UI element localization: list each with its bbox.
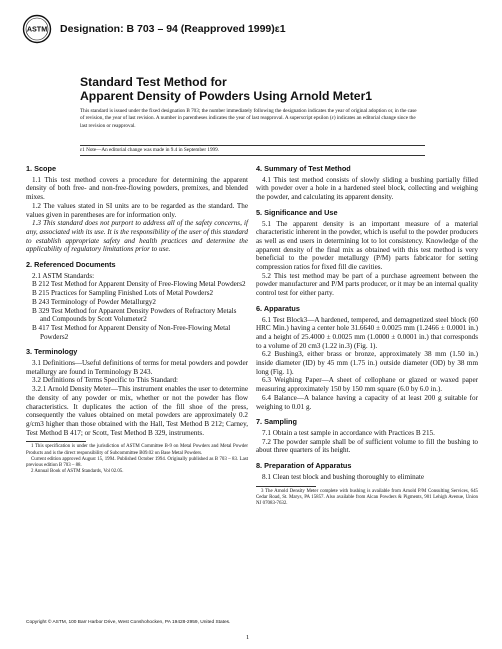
paragraph: 1.1 This test method covers a procedure for determining the apparent density of both free- and non-free-flowing powders, premixes, and blended mixes. bbox=[26, 175, 248, 202]
reference-item: B 212 Test Method for Apparent Density of Free-Flowing Metal Powders2 bbox=[32, 280, 246, 289]
paragraph: 6.1 Test Block3—A hardened, tempered, and demagnetized steel block (60 HRC Min.) having a center hole 31.6640 ± 0.0025 mm (1.2466 ± 0.0001 in.) and a height of 25.4000 ± 0.0025 mm (1.0000 ± 0.0001 in.) that corresponds to a volume of 20 cm3 (1.22 in.3) (Fig. 1). bbox=[256, 315, 478, 350]
paragraph: 6.4 Balance—A balance having a capacity of at least 200 g suitable for weighing to 0.01 g. bbox=[256, 393, 478, 411]
section-heading: 4. Summary of Test Method bbox=[256, 164, 351, 173]
footnote: 2 Annual Book of ASTM Standards, Vol 02.05. bbox=[31, 469, 124, 475]
page-number: 1 bbox=[246, 634, 250, 641]
document-title bbox=[80, 75, 440, 103]
paragraph: 8.1 Clean test block and bushing thoroughly to eliminate bbox=[262, 472, 425, 481]
paragraph: 4.1 This test method consists of slowly sliding a bushing partially filled with powder over a hole in a hardened steel block, collecting and weighing the powder, and calculating its apparent density. bbox=[256, 175, 478, 202]
section-heading: 2. Referenced Documents bbox=[26, 260, 116, 270]
document-header bbox=[22, 14, 482, 46]
footnote: 3 The Arnold Density Meter complete with bushing is available from Arnold P/M Consulting Services, 645 Cedar Road, St. Marys, PA 15857. Also available from Alcan Powders & Pigments, 901 Lehigh Avenue, Union NJ 07083-7632. bbox=[256, 488, 478, 506]
section-heading: 5. Significance and Use bbox=[256, 207, 338, 217]
section-heading: 8. Preparation of Apparatus bbox=[256, 461, 352, 471]
section-heading: 6. Apparatus bbox=[256, 303, 300, 313]
paragraph: 2.1 ASTM Standards: bbox=[32, 271, 95, 280]
paragraph: 7.1 Obtain a test sample in accordance with Practices B 215. bbox=[262, 428, 435, 437]
paragraph: 5.2 This test method may be part of a purchase agreement between the powder manufacturer and P/M parts producer, or it may be an internal quality control test for either party. bbox=[256, 271, 478, 298]
paragraph: 6.3 Weighing Paper—A sheet of cellophane or glazed or waxed paper measuring approximately 150 by 150 mm square (6.0 by 6.0 in.). bbox=[256, 376, 478, 394]
paragraph: 5.1 The apparent density is an important measure of a material characteristic inherent in the powder, which is useful to the powder producers as well as end users in determining lot to lot consistency. Knowledge of the apparent density of the final mix as obtained with this test method is very beneficial to the powder metallurgy (P/M) parts fabricator for setting compression ratios for fixed fill die cavities. bbox=[256, 219, 478, 272]
section-heading: 1. Scope bbox=[26, 164, 57, 173]
title-line-2: Apparent Density of Powders Using Arnold Meter1 bbox=[80, 89, 373, 103]
title-line-1: Standard Test Method for bbox=[80, 75, 227, 89]
section-heading: 3. Terminology bbox=[26, 347, 78, 357]
paragraph: 3.2 Definitions of Terms Specific to This Standard: bbox=[32, 376, 178, 385]
reference-item: B 329 Test Method for Apparent Density Powders of Refractory Metals and Compounds by Scott Volumeter2 bbox=[32, 306, 237, 324]
paragraph: 7.2 The powder sample shall be of sufficient volume to fill the bushing to about three quarters of its height. bbox=[256, 437, 478, 455]
epsilon-note: ε1 Note—An editorial change was made in 9.4 in September 1999. bbox=[80, 145, 425, 156]
paragraph: 3.2.1 Arnold Density Meter—This instrument enables the user to determine the density of any powder or mix, whether or not the powder has flow characteristics. It duplicates the action of the fill shoe of the press, consequently the values obtained on metal powders are approximately 0.2 g/cm3 higher than those obtained with the Hall, Test Method B 212; Carney, Test Method B 417; or Scott, Test Method B 329, instruments. bbox=[26, 385, 248, 437]
reference-item: B 243 Terminology of Powder Metallurgy2 bbox=[32, 297, 156, 306]
svg-text:ASTM: ASTM bbox=[26, 24, 48, 34]
footnote-rule bbox=[256, 486, 316, 487]
copyright-notice: Copyright © ASTM, 100 Barr Harbor Drive, West Conshohocken, PA 19428-2959, United States. bbox=[26, 620, 231, 625]
section-heading: 7. Sampling bbox=[256, 417, 297, 427]
reference-item: B 215 Practices for Sampling Finished Lots of Metal Powders2 bbox=[32, 289, 214, 298]
astm-logo-icon bbox=[22, 14, 52, 44]
footnote: Current edition approved August 15, 1994. Published October 1994. Originally published as B 703 – 83. Last previous edition B 703 – 88. bbox=[26, 456, 248, 468]
paragraph: 3.1 Definitions—Useful definitions of terms for metal powders and powder metallurgy are found in Terminology B 243. bbox=[26, 359, 248, 376]
right-column bbox=[256, 158, 478, 507]
reference-item: B 417 Test Method for Apparent Density of Non-Free-Flowing Metal Powders2 bbox=[32, 323, 231, 341]
footnote: 1 This specification is under the jurisdiction of ASTM Committee B-9 on Metal Powders and Metal Powder Products and is the direct responsibility of Subcommittee B09.02 on Base Metal Powders. bbox=[26, 444, 248, 456]
paragraph: 1.2 The values stated in SI units are to be regarded as the standard. The values given in parentheses are for information only. bbox=[26, 201, 248, 219]
paragraph: 1.3 This standard does not purport to address all of the safety concerns, if any, associated with its use. It is the responsibility of the user of this standard to establish appropriate safety and health practices and determine the applicability of regulatory limitations prior to use. bbox=[26, 219, 248, 254]
left-column bbox=[26, 158, 248, 475]
paragraph: 6.2 Bushing3, either brass or bronze, approximately 38 mm (1.50 in.) inside diameter (ID) by 45 mm (1.75 in.) outside diameter (OD) by 38 mm long (Fig. 1). bbox=[256, 350, 478, 376]
issuance-notice: This standard is issued under the fixed designation B 703; the number immediately following the designation indicates the year of original adoption or, in the case of revision, the year of last revision. A number in parentheses indicates the year of last reapproval. A superscript epsilon (ε) indicates an editorial change since the last revision or reapproval. bbox=[80, 108, 417, 129]
designation: Designation: B 703 – 94 (Reapproved 1999)ε1 bbox=[60, 23, 286, 35]
footnote-rule bbox=[26, 441, 86, 442]
